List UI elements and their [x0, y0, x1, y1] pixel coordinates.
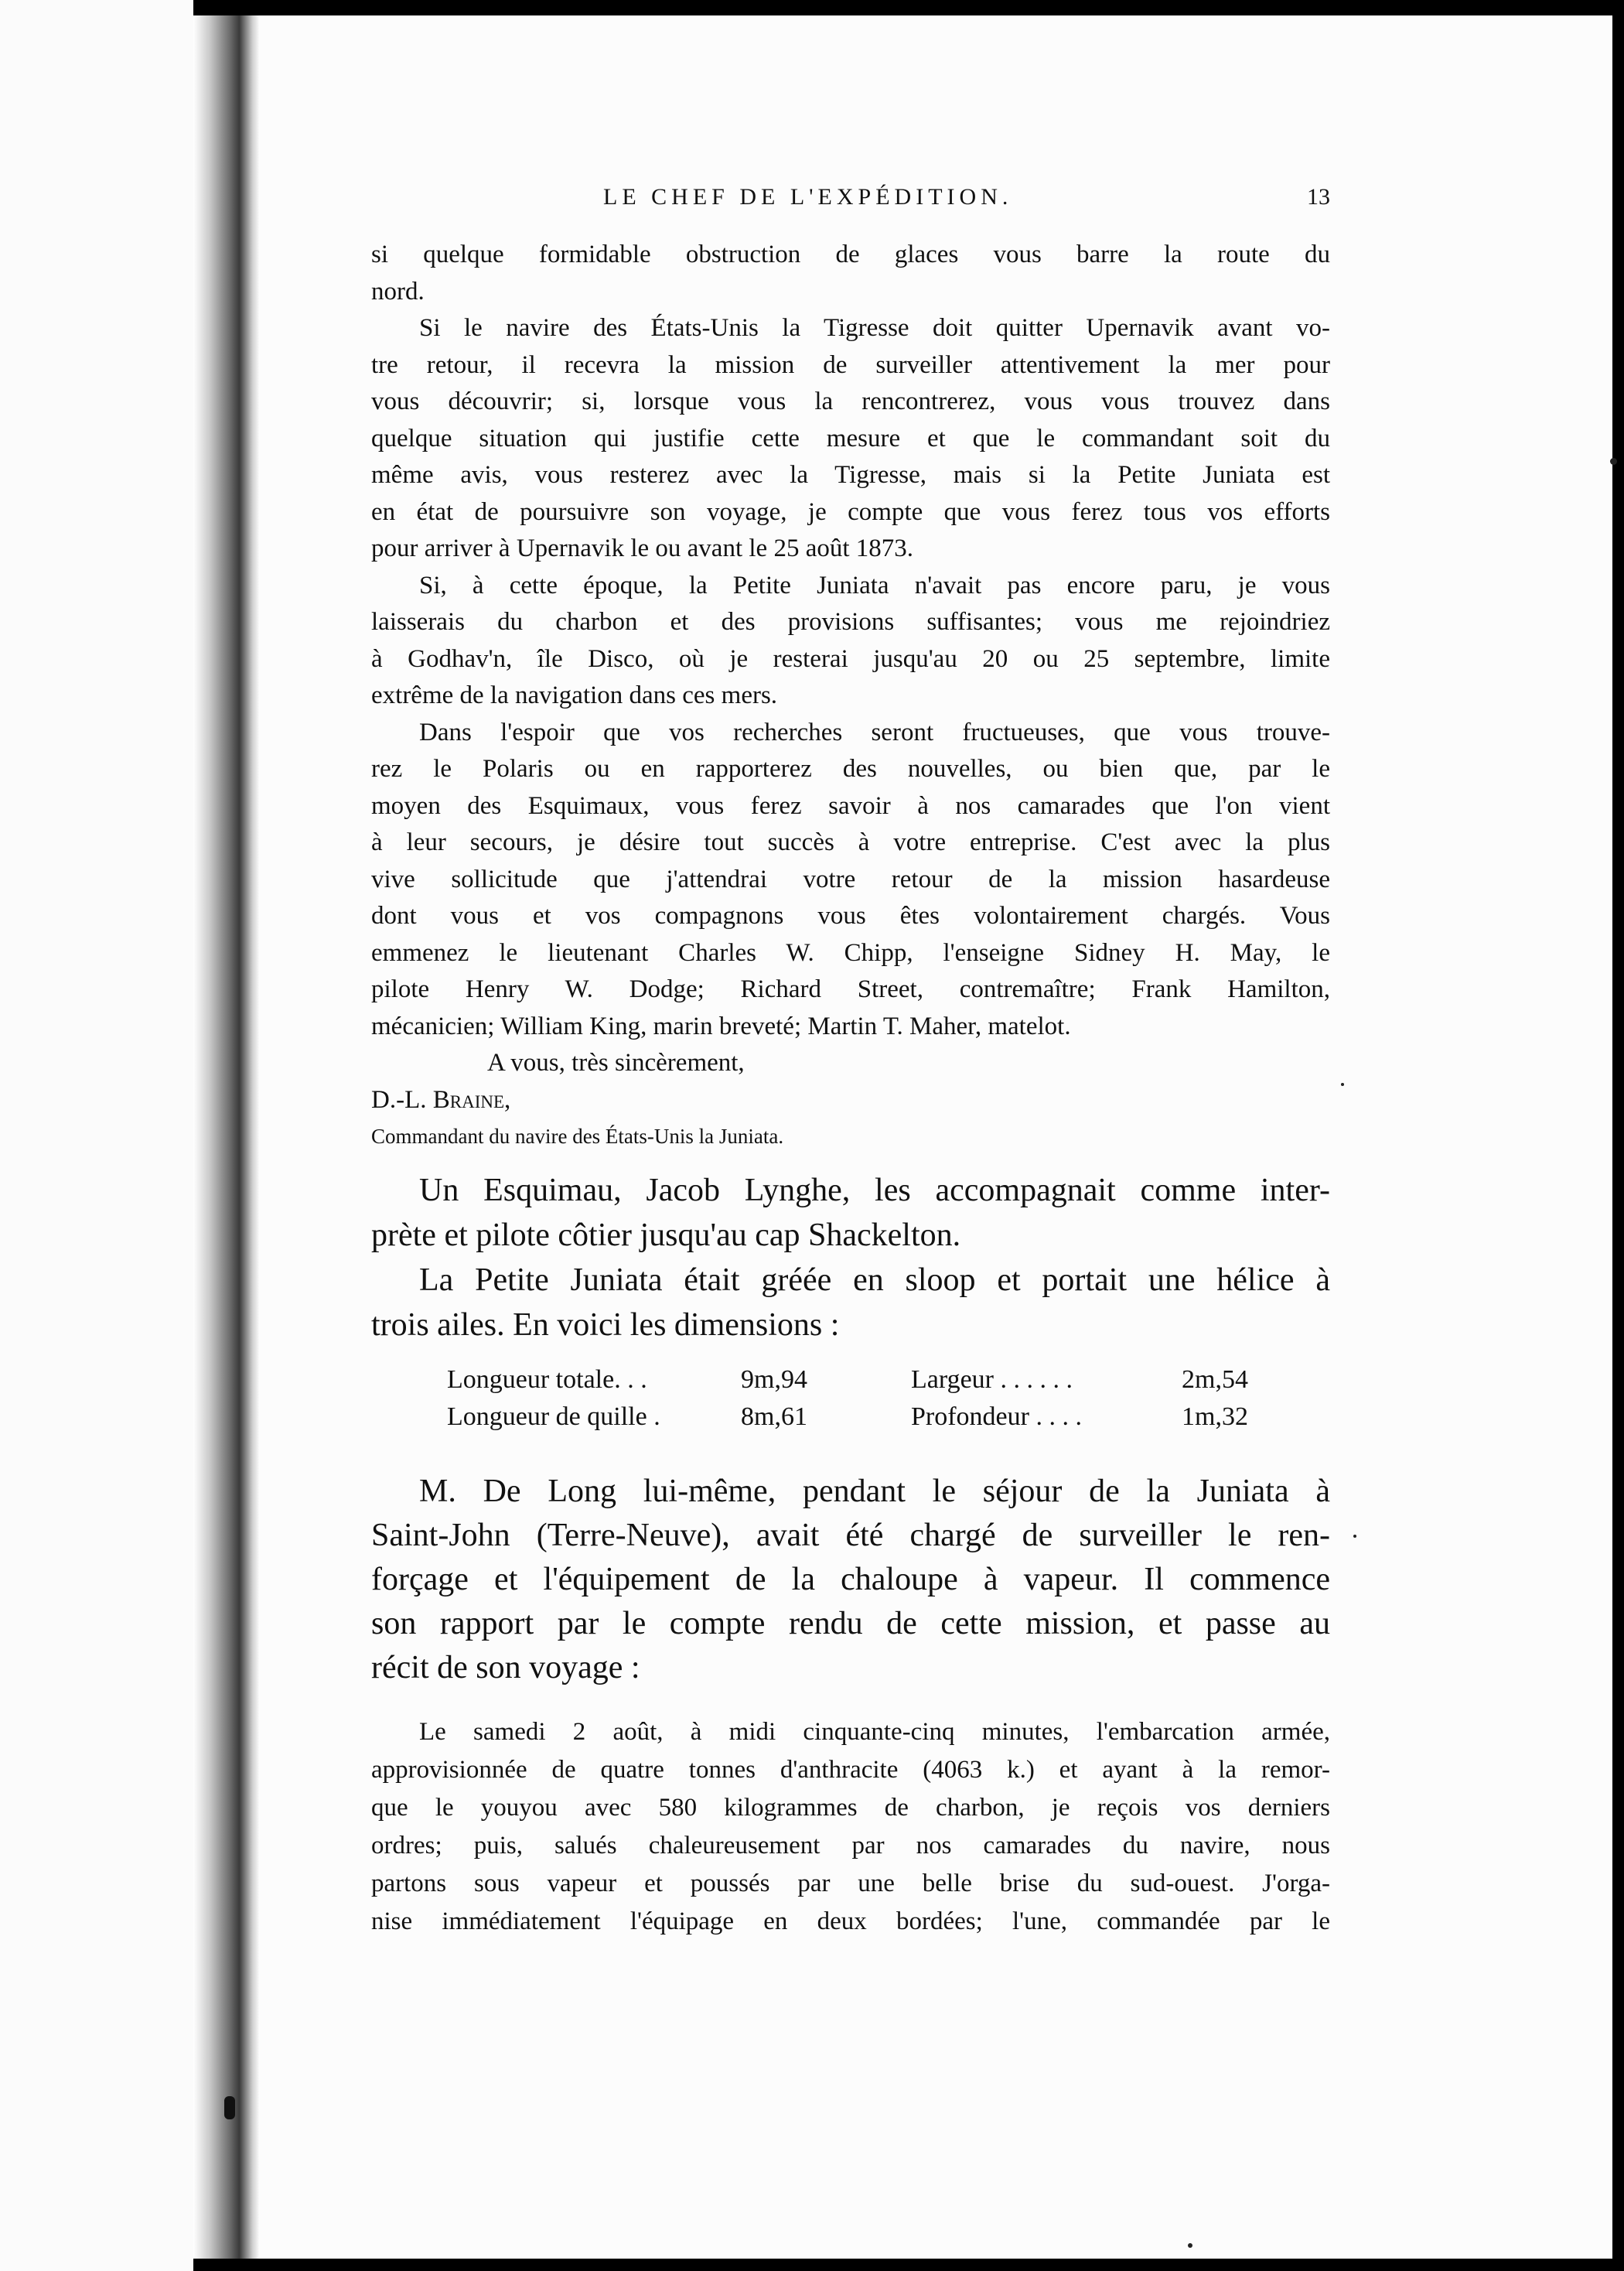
text-line: récit de son voyage : [371, 1650, 640, 1685]
text-line: vive sollicitude que j'attendrai votre retour de la mission hasardeuse [371, 865, 1330, 893]
text-line: approvisionnée de quatre tonnes d'anthracite (4063 k.) et ayant à la remor- [371, 1756, 1330, 1784]
text-line: pour arriver à Upernavik le ou avant le 25 août 1873. [371, 534, 914, 562]
dimension-value: 9m,94 [741, 1365, 807, 1394]
text-line: forçage et l'équipement de la chaloupe à vapeur. Il commence [371, 1562, 1330, 1597]
text-line: Dans l'espoir que vos recherches seront fructueuses, que vous trouve- [419, 718, 1330, 746]
text-line: La Petite Juniata était gréée en sloop et portait une hélice à [419, 1262, 1330, 1298]
dimension-row [447, 1398, 1259, 1436]
text-line: trois ailes. En voici les dimensions : [371, 1307, 840, 1343]
text-line: tre retour, il recevra la mission de surveiller attentivement la mer pour [371, 350, 1330, 379]
letter-text [371, 237, 1330, 1156]
dimension-label: Largeur . . . . . . [911, 1365, 1073, 1394]
text-line: prète et pilote côtier jusqu'au cap Shackelton. [371, 1217, 961, 1253]
print-speck [1353, 1535, 1356, 1538]
facing-page [0, 0, 193, 2271]
page-number: 13 [1307, 184, 1330, 210]
signature-name: D.-L. Braine, [371, 1085, 511, 1114]
dimension-value: 1m,32 [1182, 1402, 1248, 1431]
text-line: Le samedi 2 août, à midi cinquante-cinq minutes, l'embarcation armée, [419, 1718, 1330, 1746]
text-line: en état de poursuivre son voyage, je compte que vous ferez tous vos efforts [371, 497, 1330, 526]
text-line: ordres; puis, salués chaleureusement par nos camarades du navire, nous [371, 1832, 1330, 1859]
text-line: rez le Polaris ou en rapporterez des nouvelles, ou bien que, par le [371, 755, 1330, 783]
text-line: dont vous et vos compagnons vous êtes volontairement chargés. Vous [371, 902, 1330, 930]
text-line: extrême de la navigation dans ces mers. [371, 681, 778, 709]
text-line: Si le navire des États-Unis la Tigresse doit quitter Upernavik avant vo- [419, 314, 1330, 342]
text-line: quelque situation qui justifie cette mesure et que le commandant soit du [371, 424, 1330, 452]
text-line: pilote Henry W. Dodge; Richard Street, contremaître; Frank Hamilton, [371, 975, 1330, 1003]
text-line: nise immédiatement l'équipage en deux bordées; l'une, commandée par le [371, 1907, 1330, 1935]
text-line: nord. [371, 277, 425, 306]
text-line: mécanicien; William King, marin breveté; Martin T. Maher, matelot. [371, 1012, 1071, 1040]
print-speck [1341, 1083, 1344, 1086]
narrative-paragraph [371, 1470, 1330, 1690]
signature-title: Commandant du navire des États-Unis la Juniata. [371, 1125, 784, 1148]
text-line: laisserais du charbon et des provisions suffisantes; vous me rejoindriez [371, 608, 1330, 636]
text-line: Saint-John (Terre-Neuve), avait été chargé de surveiller le ren- [371, 1518, 1330, 1553]
print-speck [1610, 458, 1617, 465]
report-excerpt [371, 1713, 1330, 1941]
text-line: à Godhav'n, île Disco, où je resterai jusqu'au 20 ou 25 septembre, limite [371, 644, 1330, 673]
text-line: si quelque formidable obstruction de glaces vous barre la route du [371, 241, 1330, 268]
header-title: LE CHEF DE L'EXPÉDITION. [603, 184, 1013, 210]
text-line: que le youyou avec 580 kilogrammes de charbon, je reçois vos derniers [371, 1794, 1330, 1822]
running-header [371, 184, 1330, 215]
text-line: vous découvrir; si, lorsque vous la rencontrerez, vous vous trouvez dans [371, 388, 1330, 415]
dimension-label: Profondeur . . . . [911, 1402, 1082, 1431]
dimension-row [447, 1361, 1259, 1398]
dimensions-table [447, 1361, 1259, 1436]
book-gutter [193, 15, 259, 2259]
print-speck [1188, 2243, 1192, 2248]
dimension-value: 8m,61 [741, 1402, 807, 1431]
letter-closing: A vous, très sincèrement, [487, 1049, 745, 1077]
gutter-mark [224, 2096, 235, 2119]
text-line: même avis, vous resterez avec la Tigresse, mais si la Petite Juniata est [371, 461, 1330, 489]
text-line: à leur secours, je désire tout succès à votre entreprise. C'est avec la plus [371, 828, 1330, 856]
text-line: emmenez le lieutenant Charles W. Chipp, l'enseigne Sidney H. May, le [371, 938, 1330, 967]
text-line: M. De Long lui-même, pendant le séjour de la Juniata à [419, 1474, 1330, 1509]
text-line: Si, à cette époque, la Petite Juniata n'avait pas encore paru, je vous [419, 571, 1330, 599]
dimension-value: 2m,54 [1182, 1365, 1248, 1394]
text-line: moyen des Esquimaux, vous ferez savoir à nos camarades que l'on vient [371, 791, 1330, 820]
narrative-paragraphs [371, 1168, 1330, 1347]
text-line: partons sous vapeur et poussés par une belle brise du sud-ouest. J'orga- [371, 1870, 1330, 1897]
text-line: Un Esquimau, Jacob Lynghe, les accompagnait comme inter- [419, 1173, 1330, 1208]
text-line: son rapport par le compte rendu de cette mission, et passe au [371, 1606, 1330, 1641]
dimension-label: Longueur de quille . [447, 1402, 660, 1431]
dimension-label: Longueur totale. . . [447, 1365, 647, 1394]
